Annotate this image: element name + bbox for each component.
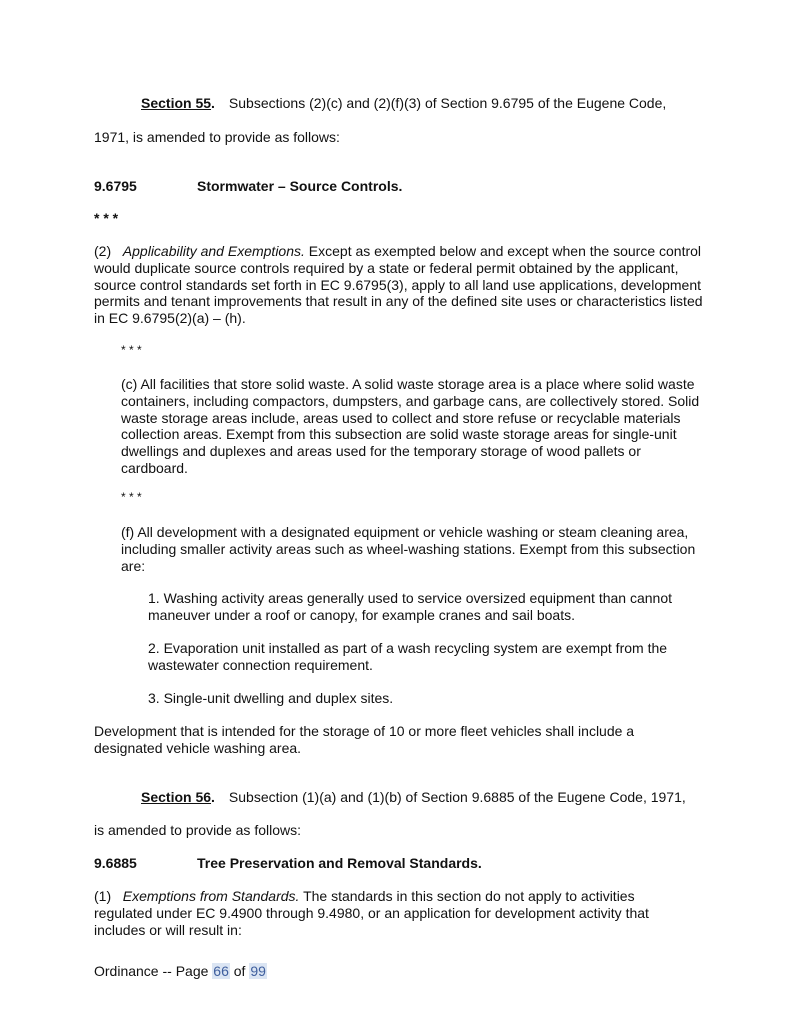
omission-stars-2: * * * (121, 343, 142, 357)
fleet-vehicles-paragraph: Development that is intended for the storage of 10 or more fleet vehicles shall include a designated vehicle washing area. (94, 723, 635, 756)
section-55-text: Subsections (2)(c) and (2)(f)(3) of Section 9.6795 of the Eugene Code, (228, 95, 667, 111)
paragraph-1-title: Exemptions from Standards. (122, 888, 300, 904)
section-56-period: . (211, 789, 215, 805)
section-56-continuation: is amended to provide as follows: (94, 822, 301, 838)
exemption-item: 3. Single-unit dwelling and duplex sites. (148, 690, 394, 706)
section-55-continuation: 1971, is amended to provide as follows: (94, 129, 340, 145)
code-9-6885-title: Tree Preservation and Removal Standards. (197, 855, 482, 871)
exemption-item: 1. Washing activity areas generally used to service oversized equipment than cannot maneuver under a roof or canopy, for example cranes and sail boats. (148, 590, 672, 623)
section-55-period: . (211, 95, 215, 111)
paragraph-2-prefix: (2) (94, 243, 112, 259)
omission-stars-3: * * * (121, 490, 142, 504)
section-56-label: Section 56 (141, 789, 212, 805)
code-9-6885-number: 9.6885 (94, 855, 137, 871)
code-9-6795-title: Stormwater – Source Controls. (197, 178, 403, 194)
exemption-item: 2. Evaporation unit installed as part of a wash recycling system are exempt from the wastewater connection requirement. (148, 640, 668, 673)
page-footer (94, 963, 267, 979)
subsection-f: (f) All development with a designated equipment or vehicle washing or steam cleaning area, including smaller activity areas such as wheel-washing stations. Exempt from this subsection are: (121, 524, 696, 574)
omission-stars-1: * * * (94, 210, 119, 226)
footer-of: of (233, 963, 246, 979)
paragraph-2-body: Except as exempted below and except when the source control would duplicate source controls required by a state or federal permit obtained by the applicant, source control standards set forth in EC 9.6795(3), apply to all land use applications, development permits and tenant improvements that result in any of the defined site uses or characteristics listed in EC 9.6795(2)(a) – (h). (94, 243, 703, 327)
section-55-heading (141, 95, 741, 111)
paragraph-1-prefix: (1) (94, 888, 112, 904)
total-pages-field: 99 (250, 963, 266, 979)
subsection-c: (c) All facilities that store solid waste. A solid waste storage area is a place where solid waste containers, including compactors, dumpsters, and garbage cans, are collectively stored. Solid waste storage areas include, areas used to collect and store refuse or recyclable materials collection areas. Exempt from this subsection are solid waste storage areas for single-unit dwellings and duplexes and areas used for the temporary storage of wood pallets or cardboard. (121, 376, 700, 476)
code-9-6795-number: 9.6795 (94, 178, 137, 194)
section-55-label: Section 55 (141, 95, 212, 111)
footer-prefix: Ordinance -- Page (94, 963, 209, 979)
paragraph-2 (94, 243, 704, 327)
paragraph-2-title: Applicability and Exemptions. (122, 243, 305, 259)
paragraph-1-body: The standards in this section do not apply to activities regulated under EC 9.4900 through 9.4980, or an application for development activity that includes or will result in: (94, 888, 649, 938)
paragraph-1 (94, 888, 674, 938)
section-56-text: Subsection (1)(a) and (1)(b) of Section 9.6885 of the Eugene Code, 1971, (228, 789, 686, 805)
section-56-heading (141, 789, 741, 805)
page-number-field: 66 (213, 963, 229, 979)
